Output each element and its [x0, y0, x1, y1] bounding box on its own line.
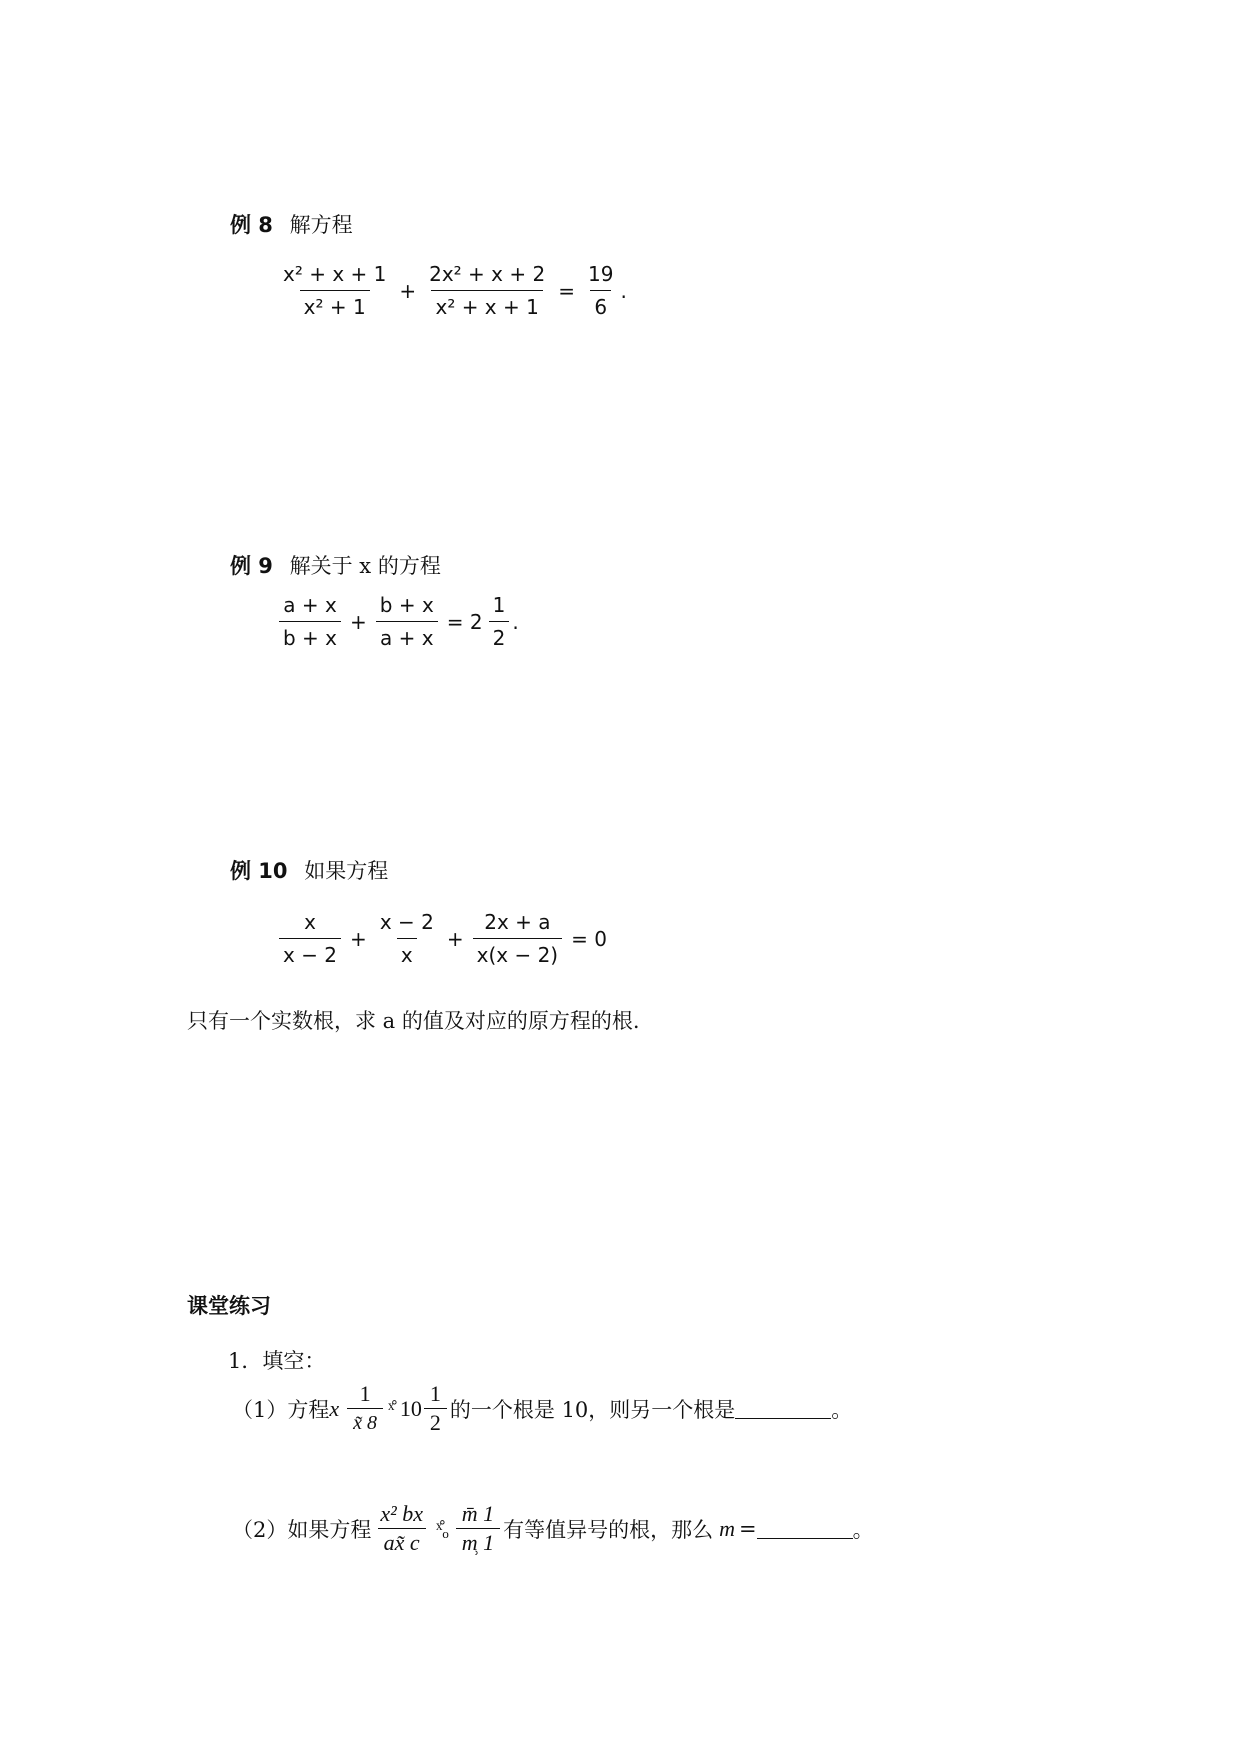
ex9-plus: +: [350, 609, 367, 634]
ex8-result-fraction: [584, 262, 617, 319]
part-2-fraction-2-numerator: m̄ 1: [461, 1501, 495, 1526]
part-2-fraction-1-numerator: x² bx: [380, 1501, 423, 1526]
example-9-equation: [276, 593, 519, 650]
ex9-mixed-numerator: 1: [492, 593, 506, 617]
example-10-equation: [276, 910, 613, 967]
ex10-fraction-3-denominator: x(x − 2): [473, 938, 562, 967]
ex10-rhs: = 0: [571, 926, 607, 951]
ex9-mixed-denominator: 2: [489, 621, 510, 650]
example-8-equation: [276, 262, 627, 319]
part-2-equals-sign: =: [738, 1516, 757, 1541]
ex9-fraction-2-denominator: a + x: [376, 621, 438, 650]
ex8-fraction-2-numerator: 2x² + x + 2: [429, 262, 546, 286]
part-1-fraction: [347, 1382, 383, 1435]
part-2-prefix: （2）如果方程: [232, 1517, 372, 1542]
example-10-label: 例 10: [230, 859, 288, 883]
part-2-fraction-1-denominator: ax̃ c: [378, 1528, 426, 1555]
ex9-mixed-fraction: [489, 593, 510, 650]
ex9-fraction-1: [279, 593, 341, 650]
ex10-fraction-3: [473, 910, 562, 967]
ex9-fraction-2: [376, 593, 438, 650]
ex8-fraction-2-denominator: x² + x + 1: [431, 290, 542, 319]
part-2-variable-m: m: [719, 1515, 735, 1541]
part-2-suffix: 有等值异号的根，那么: [503, 1517, 714, 1542]
example-8-label: 例 8: [230, 213, 273, 237]
example-10-condition: 只有一个实数根，求 a 的值及对应的原方程的根.: [187, 1009, 640, 1033]
ex8-plus: +: [399, 278, 417, 303]
ex9-fraction-1-denominator: b + x: [279, 621, 341, 650]
ex10-fraction-1-numerator: x: [304, 910, 316, 934]
part-1-mixed-numerator: 1: [429, 1381, 441, 1406]
ex10-plus-2: +: [446, 926, 464, 951]
ex10-fraction-2: [376, 910, 438, 967]
practice-part-1: [232, 1382, 852, 1435]
part-2-fraction-1: [374, 1502, 429, 1555]
ex9-fraction-1-numerator: a + x: [283, 593, 337, 617]
ex8-result-denominator: 6: [590, 290, 611, 319]
part-1-equals: ˣ̊ 10: [388, 1395, 422, 1421]
part-1-end: 。: [831, 1397, 853, 1422]
ex10-fraction-1-denominator: x − 2: [279, 938, 341, 967]
ex8-period: .: [620, 278, 627, 303]
ex10-fraction-2-denominator: x: [397, 938, 417, 967]
ex10-fraction-1: [279, 910, 341, 967]
part-2-equation: [371, 1502, 503, 1555]
example-9-label: 例 9: [230, 554, 273, 578]
ex8-fraction-1: [279, 262, 390, 319]
ex10-fraction-3-numerator: 2x + a: [484, 910, 551, 934]
part-1-prefix: （1）方程: [232, 1397, 330, 1422]
ex9-period: .: [512, 609, 519, 634]
ex9-equals: = 2: [446, 609, 483, 634]
part-1-suffix: 的一个根是 10，则另一个根是: [449, 1397, 736, 1422]
part-1-mixed-denominator: 2: [424, 1408, 447, 1435]
ex8-result-numerator: 19: [587, 262, 614, 286]
part-1-fraction-numerator: 1: [359, 1381, 371, 1406]
ex8-fraction-2: [425, 262, 549, 319]
part-2-fraction-2-denominator: m̹ 1: [456, 1528, 500, 1555]
part-1-equation: [329, 1382, 450, 1435]
part-1-variable-x: x: [329, 1395, 340, 1421]
example-10-text: 如果方程: [304, 859, 389, 883]
practice-part-2: [232, 1502, 874, 1555]
example-9-text: 解关于 x 的方程: [289, 554, 441, 578]
part-2-answer-blank[interactable]: [757, 1518, 853, 1539]
part-2-equals: ˣ̊ₒ: [436, 1515, 449, 1541]
part-1-mixed-fraction: [424, 1382, 447, 1435]
ex8-equals: =: [558, 278, 575, 303]
example-9-heading: [230, 550, 441, 580]
ex9-fraction-2-numerator: b + x: [379, 593, 434, 617]
practice-title: 课堂练习: [187, 1294, 271, 1318]
ex10-plus-1: +: [350, 926, 367, 951]
part-2-end: 。: [852, 1517, 874, 1542]
part-1-fraction-denominator: x̃ 8: [347, 1408, 383, 1435]
ex8-fraction-1-denominator: x² + 1: [300, 290, 370, 319]
part-1-answer-blank[interactable]: [735, 1398, 831, 1419]
practice-question-1: 1．填空：: [228, 1349, 326, 1373]
ex8-fraction-1-numerator: x² + x + 1: [283, 262, 387, 286]
example-8-text: 解方程: [289, 213, 353, 237]
part-2-fraction-2: [456, 1502, 500, 1555]
example-8-heading: [230, 209, 353, 239]
ex10-fraction-2-numerator: x − 2: [379, 910, 434, 934]
example-10-heading: [230, 855, 388, 885]
